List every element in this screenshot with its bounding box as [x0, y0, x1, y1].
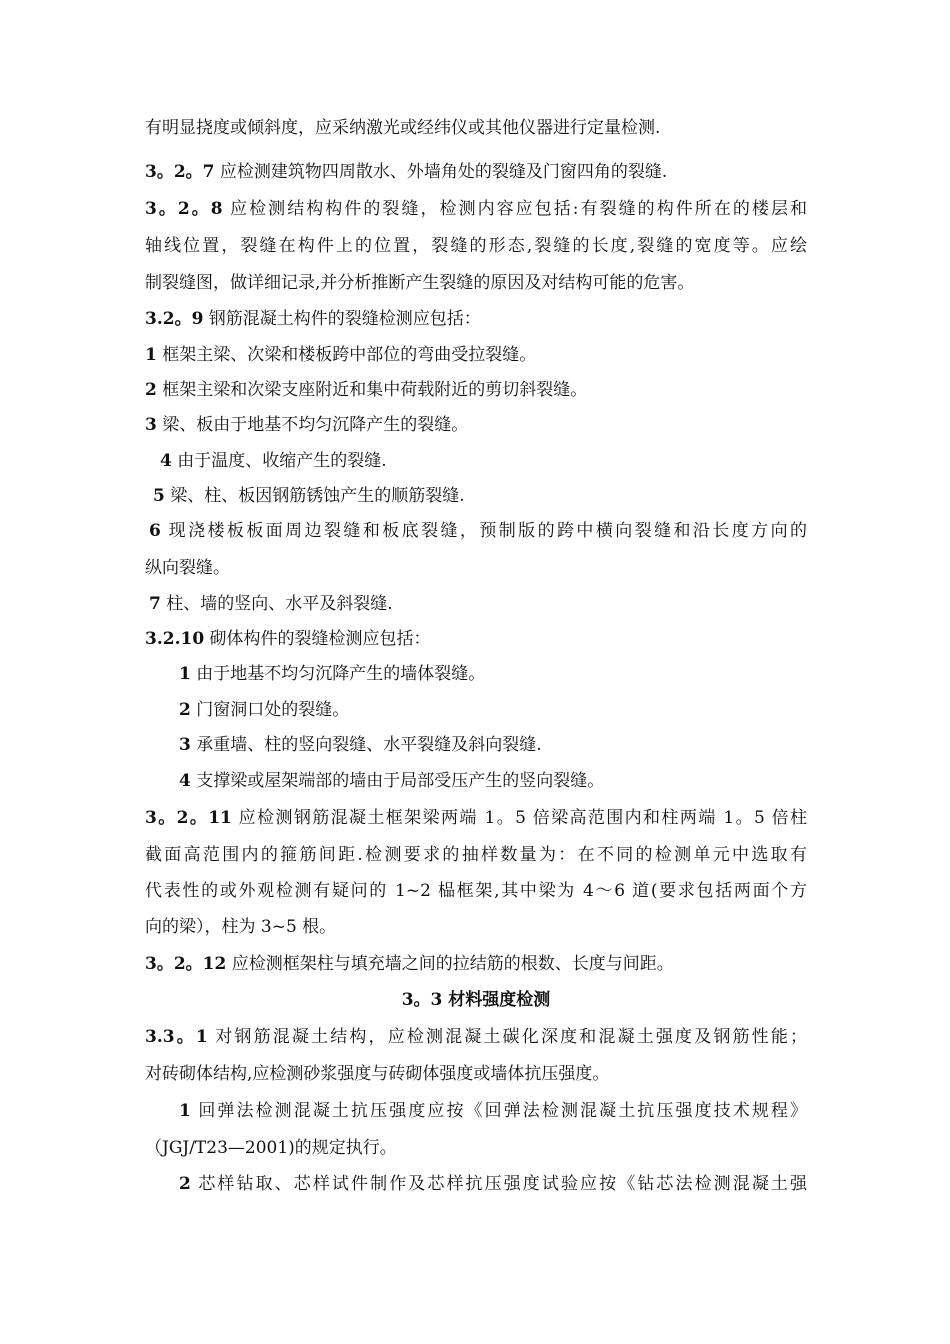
list-item — [179, 1171, 807, 1197]
item-number: 2 — [179, 700, 191, 720]
list-item — [179, 768, 841, 794]
heading-text: 3。3 材料强度检测 — [401, 990, 551, 1010]
item-number: 7 — [149, 594, 161, 614]
line-text: 对钢筋混凝土结构，应检测混凝土碳化深度和混凝土强度及钢筋性能； — [207, 1027, 807, 1047]
line-text: 框架主梁和次梁支座附近和集中荷载附近的剪切斜裂缝。 — [156, 380, 588, 400]
item-number: 2 — [145, 380, 157, 400]
line-text: 砌体构件的裂缝检测应包括： — [204, 629, 431, 649]
list-item — [179, 1098, 807, 1124]
line-text: 钢筋混凝土构件的裂缝检测应包括： — [203, 309, 481, 329]
clause-3-2-12 — [145, 951, 807, 977]
item-number: 3 — [179, 735, 191, 755]
list-item — [179, 732, 841, 758]
line-text: 代表性的或外观检测有疑问的 1~2 榀框架,其中梁为 4～6 道(要求包括两面个方 — [145, 881, 807, 901]
line-text: 回弹法检测混凝土抗压强度应按《回弹法检测混凝土抗压强度技术规程》 — [190, 1101, 807, 1121]
paragraph-line — [145, 555, 807, 581]
line-text: 应检测结构构件的裂缝，检测内容应包括:有裂缝的构件所在的楼层和 — [222, 199, 807, 219]
clause-number: 3。2。12 — [145, 954, 227, 974]
paragraph-line — [145, 1135, 807, 1161]
clause-number: 3。2。7 — [145, 162, 215, 182]
line-text: 由于温度、收缩产生的裂缝. — [171, 451, 387, 471]
clause-3-2-7 — [145, 159, 807, 185]
clause-number: 3。2。11 — [145, 808, 232, 828]
item-number: 4 — [160, 451, 172, 471]
line-text: 对砖砌体结构,应检测砂浆强度与砖砌体强度或墙体抗压强度。 — [145, 1064, 610, 1084]
list-item — [145, 412, 807, 438]
paragraph-line — [145, 233, 807, 259]
list-item — [145, 342, 807, 368]
line-text: 应检测框架柱与填充墙之间的拉结筋的根数、长度与间距。 — [226, 954, 674, 974]
item-number: 1 — [145, 345, 157, 365]
paragraph-line — [145, 878, 807, 904]
clause-3-3-1 — [145, 1024, 807, 1050]
line-text: 应检测建筑物四周散水、外墙角处的裂缝及门窗四角的裂缝. — [214, 162, 668, 182]
line-text: 柱、墙的竖向、水平及斜裂缝. — [160, 594, 393, 614]
line-text: 由于地基不均匀沉降产生的墙体裂缝。 — [190, 664, 486, 684]
line-text: 向的梁），柱为 3~5 根。 — [145, 917, 337, 937]
item-number: 2 — [179, 1174, 191, 1194]
line-text: 框架主梁、次梁和楼板跨中部位的弯曲受拉裂缝。 — [156, 345, 537, 365]
paragraph-line — [145, 842, 807, 868]
line-text: 梁、板由于地基不均匀沉降产生的裂缝。 — [156, 415, 469, 435]
line-text: 门窗洞口处的裂缝。 — [190, 700, 350, 720]
line-text: 承重墙、柱的竖向裂缝、水平裂缝及斜向裂缝. — [190, 735, 542, 755]
section-heading — [145, 987, 807, 1013]
item-number: 1 — [179, 1101, 191, 1121]
paragraph-line — [145, 1061, 807, 1087]
clause-3-2-10 — [145, 626, 807, 652]
paragraph-line — [145, 914, 807, 940]
line-text: 应检测钢筋混凝土框架梁两端 1。5 倍梁高范围内和柱两端 1。5 倍柱 — [231, 808, 807, 828]
clause-number: 3.2。9 — [145, 309, 204, 329]
list-item — [179, 697, 841, 723]
line-text: （JGJ/T23—2001)的规定执行。 — [145, 1138, 397, 1158]
item-number: 5 — [153, 486, 165, 506]
paragraph-line — [145, 270, 807, 296]
list-item — [179, 661, 841, 687]
list-item — [149, 591, 811, 617]
line-text: 制裂缝图，做详细记录,并分析推断产生裂缝的原因及对结构可能的危害。 — [145, 273, 695, 293]
item-number: 4 — [179, 771, 191, 791]
item-number: 1 — [179, 664, 191, 684]
list-item — [153, 483, 815, 509]
line-text: 梁、柱、板因钢筋锈蚀产生的顺筋裂缝. — [164, 486, 465, 506]
list-item — [160, 448, 822, 474]
clause-3-2-9 — [145, 306, 807, 332]
list-item — [145, 377, 807, 403]
list-item — [149, 518, 807, 544]
line-text: 截面高范围内的箍筋间距.检测要求的抽样数量为：在不同的检测单元中选取有 — [145, 845, 807, 865]
clause-number: 3.3。1 — [145, 1027, 208, 1047]
line-text: 有明显挠度或倾斜度，应采纳激光或经纬仪或其他仪器进行定量检测. — [145, 118, 661, 138]
clause-number: 3。2。8 — [145, 199, 223, 219]
clause-3-2-8 — [145, 196, 807, 222]
line-text: 纵向裂缝。 — [145, 558, 230, 578]
clause-3-2-11 — [145, 805, 807, 831]
item-number: 6 — [149, 521, 161, 541]
item-number: 3 — [145, 415, 157, 435]
line-text: 轴线位置，裂缝在构件上的位置，裂缝的形态,裂缝的长度,裂缝的宽度等。应绘 — [145, 236, 807, 256]
clause-number: 3.2.10 — [145, 629, 205, 649]
line-text: 现浇楼板板面周边裂缝和板底裂缝，预制版的跨中横向裂缝和沿长度方向的 — [160, 521, 807, 541]
paragraph-line — [145, 115, 807, 141]
line-text: 芯样钻取、芯样试件制作及芯样抗压强度试验应按《钻芯法检测混凝土强 — [190, 1174, 807, 1194]
line-text: 支撑梁或屋架端部的墙由于局部受压产生的竖向裂缝。 — [190, 771, 605, 791]
